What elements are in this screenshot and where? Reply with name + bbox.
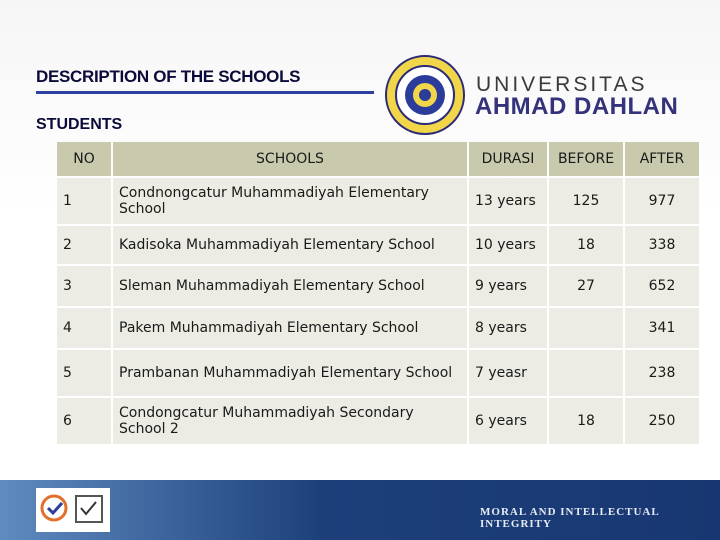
cell-after: 652 bbox=[625, 266, 699, 306]
cell-school: Sleman Muhammadiyah Elementary School bbox=[113, 266, 467, 306]
column-header-durasi: DURASI bbox=[469, 142, 547, 176]
cell-durasi: 7 yeasr bbox=[469, 350, 547, 396]
cell-durasi: 13 years bbox=[469, 178, 547, 224]
column-header-schools: SCHOOLS bbox=[113, 142, 467, 176]
cell-before: 18 bbox=[549, 398, 623, 444]
cell-before bbox=[549, 308, 623, 348]
footer-tagline: MORAL AND INTELLECTUAL INTEGRITY bbox=[480, 506, 660, 530]
cell-durasi: 9 years bbox=[469, 266, 547, 306]
cell-no: 3 bbox=[57, 266, 111, 306]
cell-before: 27 bbox=[549, 266, 623, 306]
cell-no: 5 bbox=[57, 350, 111, 396]
university-name-line2: AHMAD DAHLAN bbox=[475, 93, 679, 120]
cell-no: 1 bbox=[57, 178, 111, 224]
table-row bbox=[57, 398, 699, 444]
cell-school: Prambanan Muhammadiyah Elementary School bbox=[113, 350, 467, 396]
cell-after: 238 bbox=[625, 350, 699, 396]
cell-after: 977 bbox=[625, 178, 699, 224]
cell-school: Pakem Muhammadiyah Elementary School bbox=[113, 308, 467, 348]
cell-before: 125 bbox=[549, 178, 623, 224]
schools-table bbox=[55, 140, 701, 446]
page-title: DESCRIPTION OF THE SCHOOLS bbox=[36, 67, 301, 86]
university-name-line1: UNIVERSITAS bbox=[476, 73, 648, 96]
certification-badge-icon bbox=[36, 488, 110, 532]
university-logo-icon bbox=[384, 54, 466, 136]
table-row bbox=[57, 266, 699, 306]
cell-after: 341 bbox=[625, 308, 699, 348]
cell-before bbox=[549, 350, 623, 396]
column-header-after: AFTER bbox=[625, 142, 699, 176]
table-header-row bbox=[57, 142, 699, 176]
table-row bbox=[57, 226, 699, 264]
cell-after: 250 bbox=[625, 398, 699, 444]
column-header-no: NO bbox=[57, 142, 111, 176]
cell-durasi: 10 years bbox=[469, 226, 547, 264]
cell-school: Condnongcatur Muhammadiyah Elementary School bbox=[113, 178, 467, 224]
table-row bbox=[57, 178, 699, 224]
cell-no: 4 bbox=[57, 308, 111, 348]
cell-after: 338 bbox=[625, 226, 699, 264]
cell-before: 18 bbox=[549, 226, 623, 264]
title-underline bbox=[36, 91, 374, 94]
cell-durasi: 8 years bbox=[469, 308, 547, 348]
cell-no: 6 bbox=[57, 398, 111, 444]
column-header-before: BEFORE bbox=[549, 142, 623, 176]
cell-no: 2 bbox=[57, 226, 111, 264]
cell-school: Kadisoka Muhammadiyah Elementary School bbox=[113, 226, 467, 264]
table-row bbox=[57, 350, 699, 396]
table-row bbox=[57, 308, 699, 348]
cell-durasi: 6 years bbox=[469, 398, 547, 444]
section-subtitle: STUDENTS bbox=[36, 116, 123, 133]
cell-school: Condongcatur Muhammadiyah Secondary School 2 bbox=[113, 398, 467, 444]
